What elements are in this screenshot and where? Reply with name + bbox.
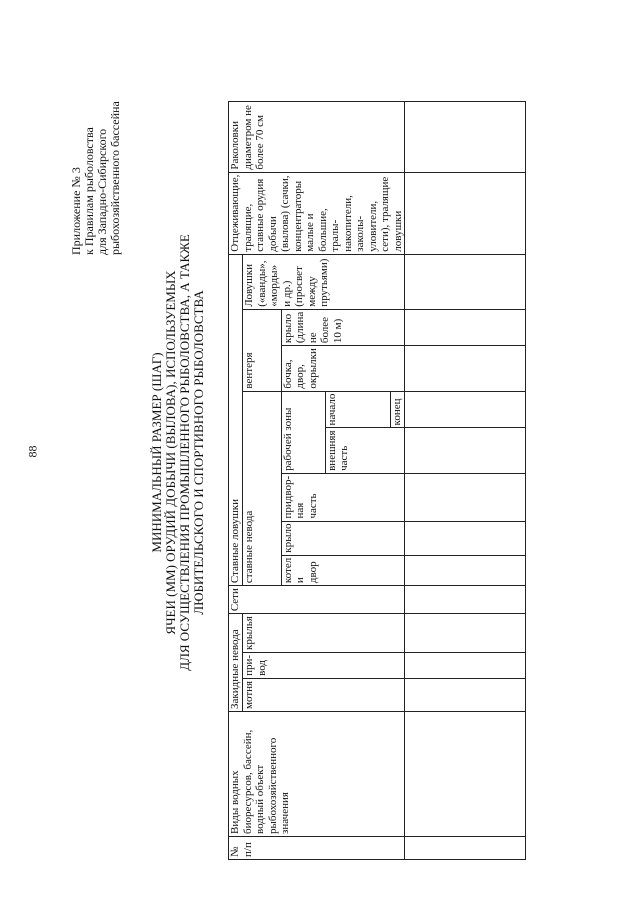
table-cell bbox=[405, 678, 526, 711]
header-rakolovki: Раколовки диаметром не более 70 см bbox=[229, 101, 405, 172]
header-rabochey-zony: рабочей зоны bbox=[281, 391, 325, 473]
header-otcezhivayushchie: Отцеживающие, тралящие, ставные орудия добычи (вылова) (сачки, концентраторы малые и большие, тралы-накопители, заколы-уловители, сети), тралящие ловушки bbox=[229, 172, 405, 254]
document-title bbox=[150, 0, 206, 905]
header-zakidnye-nevoda: Закидные невода bbox=[229, 614, 243, 712]
table-cell bbox=[405, 346, 526, 391]
table-cell bbox=[405, 172, 526, 254]
header-ventera: вентеря bbox=[243, 309, 282, 391]
table-cell bbox=[405, 428, 526, 473]
header-num: № п/п bbox=[229, 837, 405, 860]
table-cell bbox=[405, 614, 526, 653]
title-line: ЯЧЕИ (ММ) ОРУДИЙ ДОБЫЧИ (ВЫЛОВА), ИСПОЛЬЗУЕМЫХ bbox=[163, 270, 178, 635]
table-cell bbox=[405, 101, 526, 172]
header-bochka: бочка, двор, окрылки bbox=[281, 346, 405, 391]
header-pri-vod: при-вод bbox=[243, 652, 405, 678]
header-krylya: крылья bbox=[243, 614, 405, 653]
header-vneshnyaya: внешняя часть bbox=[325, 428, 405, 473]
table-cell bbox=[405, 652, 526, 678]
table-cell bbox=[405, 309, 526, 345]
header-stavnye-nevoda: ставные невода bbox=[243, 391, 282, 586]
appendix-line: для Западно-Сибирского bbox=[95, 128, 109, 255]
header-krylo-dlina: крыло (длина не более 10 м) bbox=[281, 309, 405, 345]
header-konets: конец bbox=[391, 391, 405, 428]
table-cell bbox=[405, 473, 526, 521]
table-cell bbox=[405, 712, 526, 837]
table-cell bbox=[405, 586, 526, 614]
header-krylo: крыло bbox=[281, 521, 405, 555]
mesh-size-table bbox=[228, 101, 526, 860]
header-pridvornaya: придвор-ная часть bbox=[281, 473, 405, 521]
header-nachalo: начало bbox=[325, 391, 391, 428]
appendix-line: к Правилам рыболовства bbox=[82, 127, 96, 255]
header-kotel: котел и двор bbox=[281, 555, 405, 585]
appendix-note bbox=[70, 55, 122, 255]
appendix-line: рыбохозяйственного бассейна bbox=[108, 101, 122, 255]
table-cell bbox=[405, 837, 526, 860]
title-line: ЛЮБИТЕЛЬСКОГО И СПОРТИВНОГО РЫБОЛОВСТВА bbox=[191, 290, 206, 615]
table-cell bbox=[405, 521, 526, 555]
header-seti: Сети bbox=[229, 586, 405, 614]
header-motnya: мотня bbox=[243, 678, 405, 711]
header-species: Виды водных биоресурсов, бассейн, водный объект рыбохозяйственного значения bbox=[229, 712, 405, 837]
table-row bbox=[405, 101, 526, 859]
table-cell bbox=[405, 391, 526, 428]
table-cell bbox=[405, 555, 526, 585]
header-lovushki: Ловушки («ванды», «морды» и др.) (просвет между прутьями) bbox=[243, 254, 405, 309]
appendix-line: Приложение № 3 bbox=[69, 167, 83, 255]
page-number: 88 bbox=[25, 445, 40, 458]
table-cell bbox=[405, 254, 526, 309]
header-stavnye-lovushki: Ставные ловушки bbox=[229, 254, 243, 585]
title-line: ДЛЯ ОСУЩЕСТВЛЕНИЯ ПРОМЫШЛЕННОГО РЫБОЛОВСТВА, А ТАКЖЕ bbox=[177, 234, 192, 671]
title-line: МИНИМАЛЬНЫЙ РАЗМЕР (ШАГ) bbox=[149, 352, 164, 553]
